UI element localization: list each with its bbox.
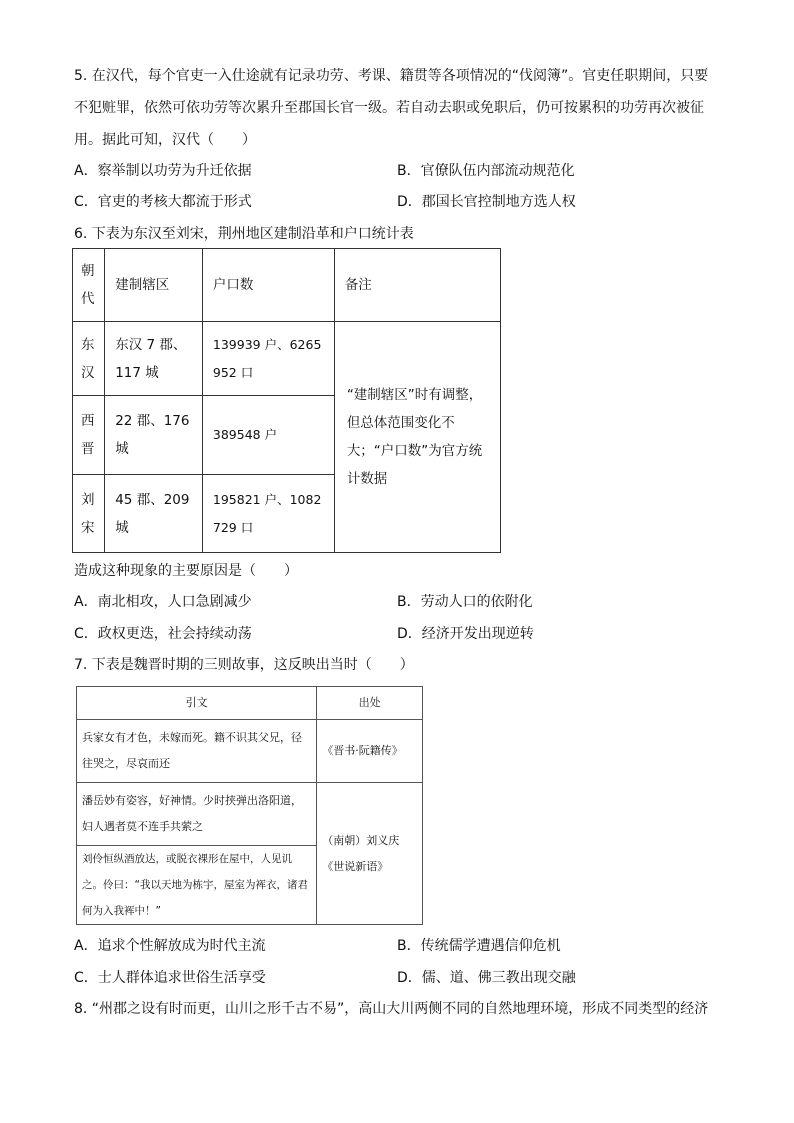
q7-row-quote: 刘伶恒纵酒放达，或脱衣裸形在屋中，人见讥之。伶曰：“我以天地为栋宇，屋室为裈衣，诸君何为入我裈中！” — [77, 846, 317, 925]
q5-option-a: A．察举制以功劳为升迁依据 — [74, 163, 252, 179]
q6-option-c: C．政权更迭，社会持续动荡 — [74, 626, 252, 642]
q8-stem-line-1: 8. “州郡之设有时而更，山川之形千古不易”，高山大川两侧不同的自然地理环境，形成不同类型的经济 — [74, 1001, 709, 1017]
q7-row-source: 《晋书·阮籍传》 — [317, 720, 423, 783]
q7-option-b: B．传统儒学遭遇信仰危机 — [397, 938, 561, 954]
q7-option-a: A．追求个性解放成为时代主流 — [74, 938, 266, 954]
q7-table-header-row — [77, 687, 423, 720]
q5-stem-line-2: 不犯赃罪，依然可依功劳等次累升至郡国长官一级。若自动去职或免职后，仍可按累积的功劳再次被征 — [74, 100, 704, 116]
q6-header-dynasty: 朝代 — [73, 249, 105, 322]
q6-row-population: 195821 户、1082729 口 — [202, 475, 334, 553]
q6-note-cell: “建制辖区”时有调整，但总体范围变化不大；“户口数”为官方统计数据 — [334, 322, 500, 553]
q6-row-region: 东汉 7 郡、117 城 — [105, 322, 203, 396]
q7-table — [76, 686, 423, 925]
q6-row-region: 22 郡、176 城 — [105, 396, 203, 475]
q7-row-quote: 潘岳妙有姿容，好神情。少时挟弹出洛阳道，妇人遇者莫不连手共萦之 — [77, 783, 317, 846]
q5-option-b: B．官僚队伍内部流动规范化 — [397, 163, 575, 179]
q6-row-region: 45 郡、209 城 — [105, 475, 203, 553]
table-row — [77, 720, 423, 783]
q6-row-dynasty: 东汉 — [73, 322, 105, 396]
q6-row-dynasty: 西晋 — [73, 396, 105, 475]
q7-header-source: 出处 — [317, 687, 423, 720]
q5-option-d: D．郡国长官控制地方选人权 — [397, 194, 576, 210]
table-row — [73, 322, 501, 396]
q7-option-c: C．士人群体追求世俗生活享受 — [74, 970, 266, 986]
q6-table-header-row — [73, 249, 501, 322]
q6-row-dynasty: 刘宋 — [73, 475, 105, 553]
q6-row-population: 139939 户、6265952 口 — [202, 322, 334, 396]
q7-row-source: （南朝）刘义庆《世说新语》 — [317, 783, 423, 925]
q6-table — [72, 248, 501, 553]
q6-header-note: 备注 — [334, 249, 500, 322]
q5-stem-line-1: 5. 在汉代，每个官吏一入仕途就有记录功劳、考课、籍贯等各项情况的“伐阅簿”。官吏任职期间，只要 — [74, 68, 709, 84]
q7-option-d: D．儒、道、佛三教出现交融 — [397, 970, 576, 986]
q5-stem-line-3: 用。据此可知，汉代（ ） — [74, 132, 256, 148]
q6-row-population: 389548 户 — [202, 396, 334, 475]
q7-header-quote: 引文 — [77, 687, 317, 720]
q7-stem: 7. 下表是魏晋时期的三则故事，这反映出当时（ ） — [74, 657, 414, 673]
q5-option-c: C．官吏的考核大都流于形式 — [74, 194, 252, 210]
q6-header-population: 户口数 — [202, 249, 334, 322]
table-row — [77, 783, 423, 846]
q6-option-a: A．南北相攻，人口急剧减少 — [74, 594, 252, 610]
q6-option-b: B．劳动人口的依附化 — [397, 594, 533, 610]
q6-header-region: 建制辖区 — [105, 249, 203, 322]
q6-option-d: D．经济开发出现逆转 — [397, 626, 534, 642]
q7-row-quote: 兵家女有才色，未嫁而死。籍不识其父兄，径往哭之，尽哀而还 — [77, 720, 317, 783]
q6-question: 造成这种现象的主要原因是（ ） — [74, 563, 298, 579]
q6-stem: 6. 下表为东汉至刘宋，荆州地区建制沿革和户口统计表 — [74, 226, 414, 242]
